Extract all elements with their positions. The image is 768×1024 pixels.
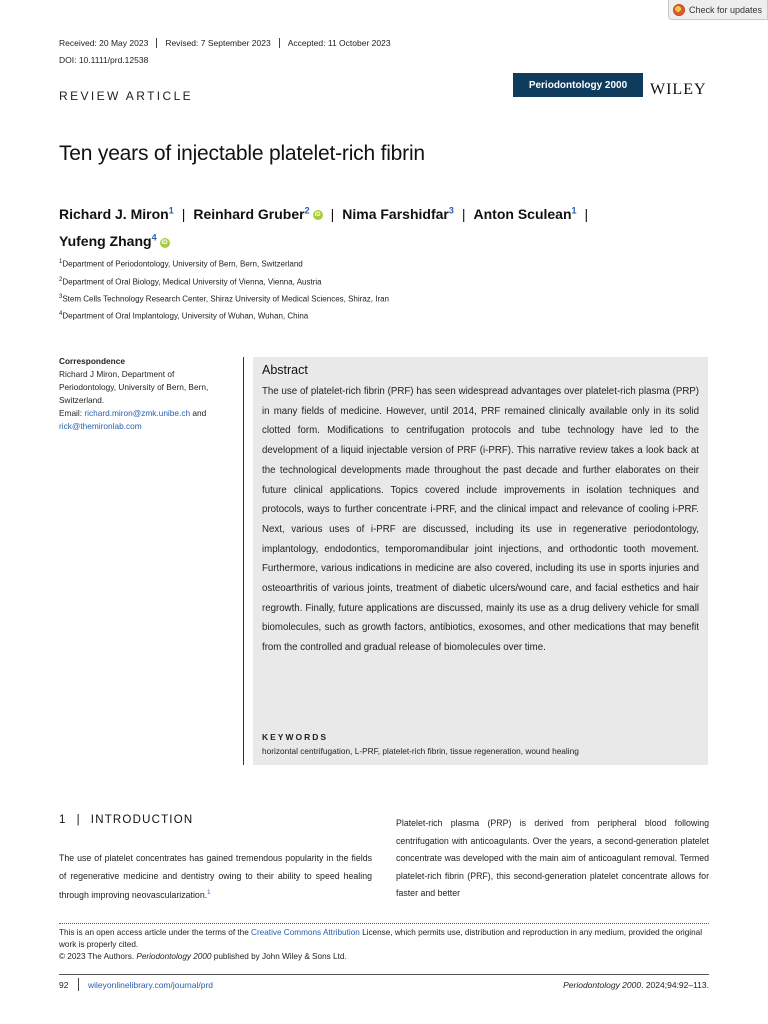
section-heading: 1 | INTRODUCTION xyxy=(59,814,194,826)
article-title: Ten years of injectable platelet-rich fibrin xyxy=(59,142,425,165)
crossmark-icon xyxy=(673,4,685,16)
intro-paragraph-left: The use of platelet concentrates has gained tremendous popularity in the fields of regenerative medicine and dentistry owing to their ability to speed healing through improving neovascularization.$^1$ xyxy=(59,853,372,900)
author-name[interactable]: Nima Farshidfar$^3$ xyxy=(342,205,454,222)
revised-date: Revised: 7 September 2023 xyxy=(156,38,278,48)
received-date: Received: 20 May 2023 xyxy=(59,38,149,48)
affiliation: $^2$Department of Oral Biology, Medical University of Vienna, Vienna, Austria xyxy=(59,277,322,287)
journal-badge: Periodontology 2000 xyxy=(513,73,643,97)
affiliation: $^3$Stem Cells Technology Research Center, Shiraz University of Medical Sciences, Shiraz, Iran xyxy=(59,294,390,304)
footer-divider xyxy=(78,978,79,991)
keywords-label: KEYWORDS xyxy=(262,732,329,742)
email-link[interactable]: richard.miron@zmk.unibe.ch xyxy=(84,408,191,418)
orcid-icon[interactable]: iD xyxy=(161,239,168,246)
abstract-text: The use of platelet-rich fibrin (PRF) has seen widespread advantages over platelet-rich plasma (PRP) in many fields of medicine. However, until 2014, PRF remained clinically available only in its solid clotted form. Modifications to centrifugation protocols and tube technology have led to the development of a liquid injectable version of PRF (i-PRF). This narrative review takes a look back at the technological developments made throughout the past decade and further elaborates on their future clinical applications. Topics covered include improvements in isolation techniques and protocols, ways to further concentrate i-PRF, and the clinical impact and relevance of cooling i-PRF. Next, various uses of i-PRF are discussed, including its use in regenerative periodontology, implantology, endodontics, temporomandibular joint injections, and orthodontic tooth movement. Furthermore, various indications in medicine are also covered, including its use in sports injuries and osteoarthritis of various joints, treatment of diabetic ulcers/wound care, and facial esthetics and hair regrowth. Finally, future applications are discussed, mainly its use as a drug delivery vehicle for small biomolecules, such as growth factors, antibiotics, exosomes, and other medications that may benefit from the controlled and gradual release of biomolecules over time. xyxy=(262,386,699,654)
cc-license-link[interactable]: Creative Commons Attribution xyxy=(251,928,360,937)
author-name[interactable]: Anton Sculean$^1$ xyxy=(473,205,577,222)
author-name[interactable]: Reinhard Gruber$^2$ iD xyxy=(193,205,321,222)
accepted-date: Accepted: 11 October 2023 xyxy=(279,38,399,48)
reference-link[interactable]: 1 xyxy=(207,890,211,896)
correspondence: Correspondence Richard J Miron, Department of Periodontology, University of Bern, Bern, Switzerland. Email: richard.miron@zmk.unibe.ch and rick@themironlab.com xyxy=(59,355,234,433)
article-type: REVIEW ARTICLE xyxy=(59,89,194,103)
orcid-icon[interactable]: iD xyxy=(314,211,321,218)
check-for-updates-label: Check for updates xyxy=(689,4,763,15)
intro-paragraph-right: Platelet-rich plasma (PRP) is derived from peripheral blood following centrifugation with anticoagulants. Over the years, a second-generation platelet concentrate was developed with the main aim of anticoagulant removal. Termed platelet-rich fibrin (PRF), this second-generation platelet concentrate allows for faster and better xyxy=(396,818,709,899)
author-name[interactable]: Yufeng Zhang$^4$ iD xyxy=(59,232,168,250)
doi: DOI: 10.1111/prd.12538 xyxy=(59,55,149,65)
affiliation: $^1$Department of Periodontology, University of Bern, Bern, Switzerland xyxy=(59,259,303,269)
journal-url-link[interactable]: wileyonlinelibrary.com/journal/prd xyxy=(88,980,214,990)
author-list: Richard J. Miron$^1$ | Reinhard Gruber$^2$ iD | Nima Farshidfar$^3$ | Anton Sculean$^1$ | Yufeng Zhang$^4$ iD xyxy=(59,205,589,250)
publisher-logo: WILEY xyxy=(650,81,707,98)
page-number: 92 xyxy=(59,980,69,990)
divider xyxy=(243,357,244,765)
correspondence-label: Correspondence xyxy=(59,356,125,366)
citation: Periodontology 2000. 2024;94:92–113. xyxy=(563,980,709,990)
author-name[interactable]: Richard J. Miron$^1$ xyxy=(59,205,174,222)
check-for-updates-button[interactable] xyxy=(668,0,768,20)
email-link[interactable]: rick@themironlab.com xyxy=(59,421,142,431)
article-dates xyxy=(59,38,399,48)
affiliation: $^4$Department of Oral Implantology, University of Wuhan, Wuhan, China xyxy=(59,311,309,321)
license-notice: This is an open access article under the terms of the Creative Commons Attribution License, which permits use, distribution and reproduction in any medium, provided the original work is properly cited. © 2023 The Authors. Periodontology 2000 published by John Wiley & Sons Ltd. xyxy=(59,928,703,961)
license-divider xyxy=(59,923,709,924)
keywords: horizontal centrifugation, L-PRF, platelet-rich fibrin, tissue regeneration, wound healing xyxy=(262,746,579,756)
footer-rule xyxy=(59,974,709,975)
abstract-title: Abstract xyxy=(262,363,308,377)
